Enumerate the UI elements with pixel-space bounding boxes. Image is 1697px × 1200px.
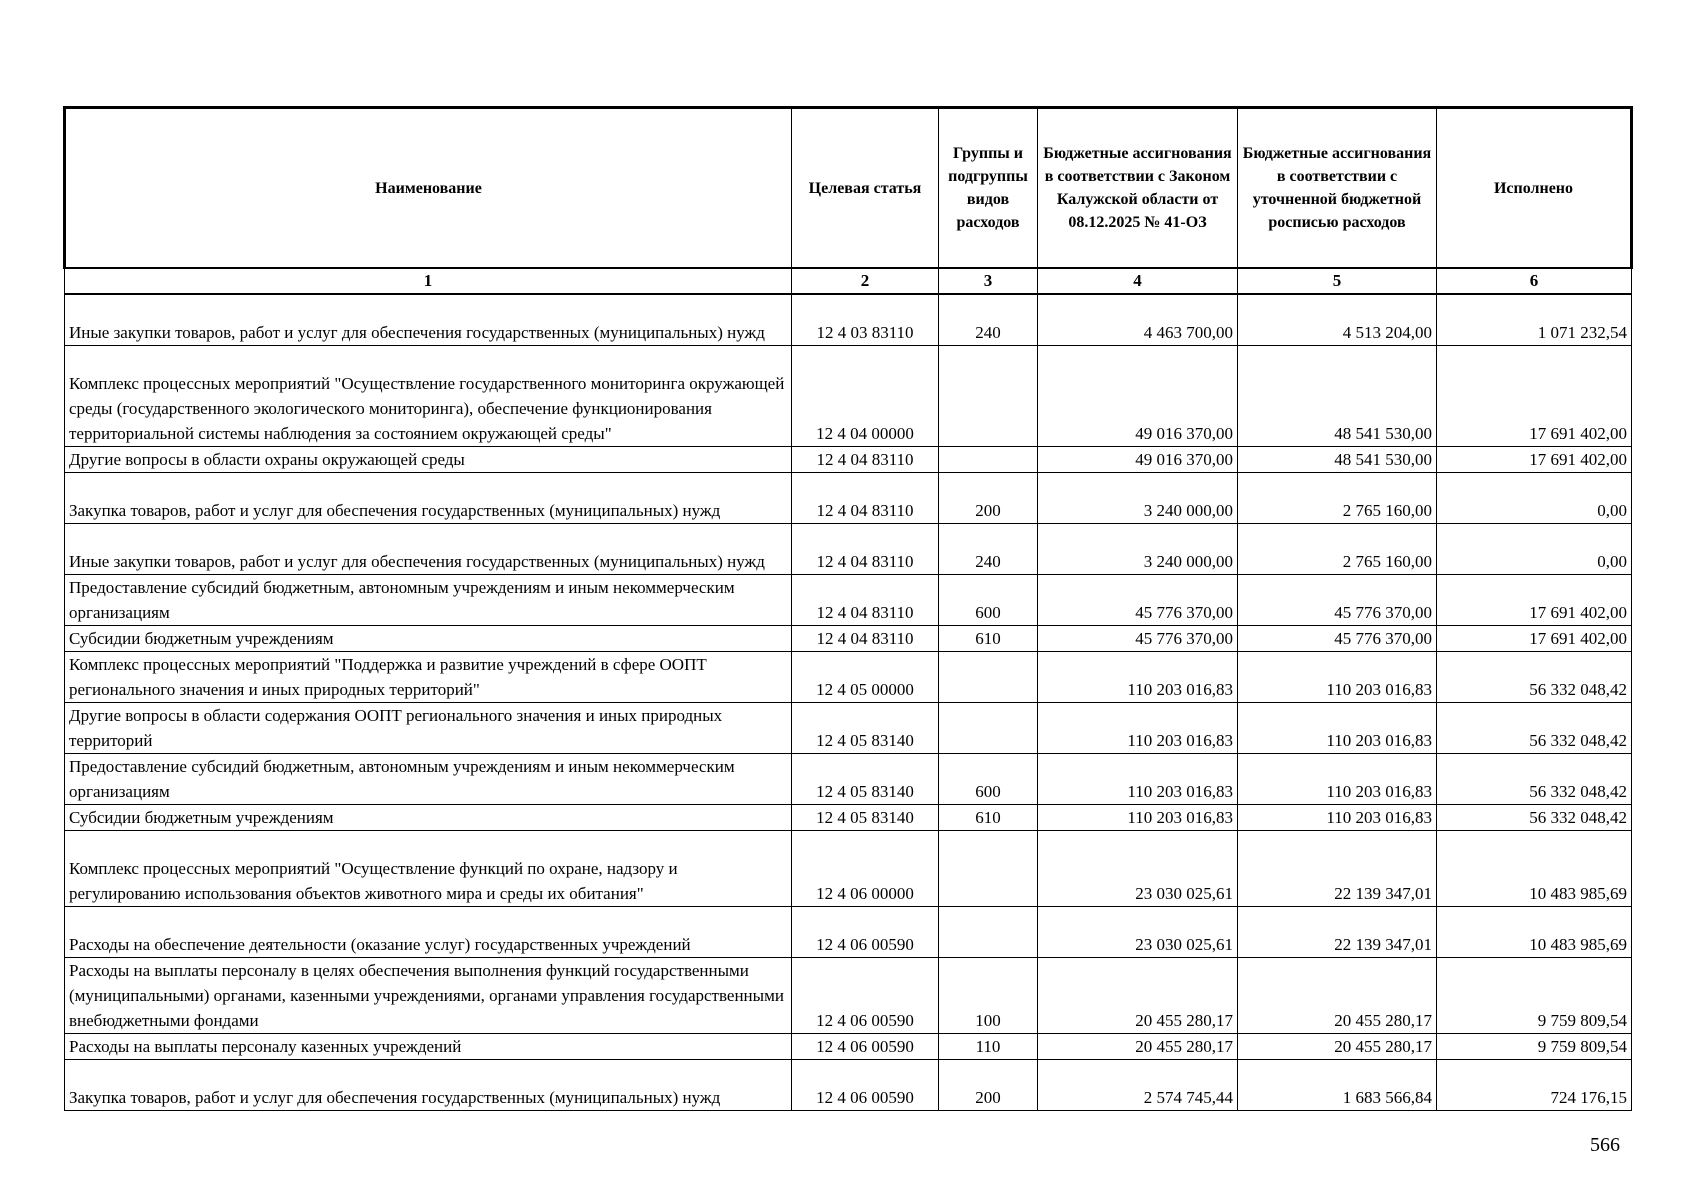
row-code: 12 4 06 00000 (792, 831, 939, 907)
row-name: Расходы на выплаты персоналу в целях обеспечения выполнения функций государственными (муниципальными) органами, казенными учреждениями, органами управления государственными внебюджетными фондами (65, 958, 792, 1034)
column-number: 1 (65, 268, 792, 294)
row-name: Комплекс процессных мероприятий "Поддержка и развитие учреждений в сфере ООПТ регионального значения и иных природных территорий" (65, 652, 792, 703)
row-code: 12 4 04 83110 (792, 447, 939, 473)
row-code: 12 4 04 00000 (792, 346, 939, 447)
table-row (65, 907, 1632, 958)
row-name: Другие вопросы в области охраны окружающей среды (65, 447, 792, 473)
row-plan-amount: 45 776 370,00 (1238, 626, 1437, 652)
row-plan-amount: 110 203 016,83 (1238, 754, 1437, 805)
row-plan-amount: 110 203 016,83 (1238, 805, 1437, 831)
row-law-amount: 20 455 280,17 (1038, 1034, 1238, 1060)
row-name: Комплекс процессных мероприятий "Осуществление функций по охране, надзору и регулированию использования объектов животного мира и среды их обитания" (65, 831, 792, 907)
header-expense-groups: Группы и подгруппы видов расходов (939, 108, 1038, 269)
row-executed-amount: 17 691 402,00 (1437, 447, 1632, 473)
row-code: 12 4 04 83110 (792, 524, 939, 575)
row-executed-amount: 0,00 (1437, 524, 1632, 575)
row-group: 600 (939, 754, 1038, 805)
row-group (939, 652, 1038, 703)
row-name: Иные закупки товаров, работ и услуг для обеспечения государственных (муниципальных) нужд (65, 294, 792, 346)
row-plan-amount: 48 541 530,00 (1238, 447, 1437, 473)
header-name: Наименование (65, 108, 792, 269)
row-plan-amount: 45 776 370,00 (1238, 575, 1437, 626)
row-executed-amount: 56 332 048,42 (1437, 703, 1632, 754)
header-executed: Исполнено (1437, 108, 1632, 269)
table-row (65, 831, 1632, 907)
table-row (65, 805, 1632, 831)
row-name: Субсидии бюджетным учреждениям (65, 626, 792, 652)
row-executed-amount: 56 332 048,42 (1437, 805, 1632, 831)
row-executed-amount: 9 759 809,54 (1437, 958, 1632, 1034)
row-name: Другие вопросы в области содержания ООПТ регионального значения и иных природных территорий (65, 703, 792, 754)
column-number: 5 (1238, 268, 1437, 294)
row-executed-amount: 17 691 402,00 (1437, 626, 1632, 652)
page-number: 566 (1590, 1134, 1620, 1156)
column-number-row (65, 268, 1632, 294)
row-executed-amount: 1 071 232,54 (1437, 294, 1632, 346)
row-group: 200 (939, 1060, 1038, 1111)
row-law-amount: 23 030 025,61 (1038, 907, 1238, 958)
table-row (65, 1060, 1632, 1111)
row-law-amount: 110 203 016,83 (1038, 754, 1238, 805)
row-executed-amount: 17 691 402,00 (1437, 346, 1632, 447)
row-law-amount: 4 463 700,00 (1038, 294, 1238, 346)
table-row (65, 575, 1632, 626)
row-name: Предоставление субсидий бюджетным, автономным учреждениям и иным некоммерческим организациям (65, 754, 792, 805)
row-plan-amount: 2 765 160,00 (1238, 524, 1437, 575)
row-group: 110 (939, 1034, 1038, 1060)
row-group (939, 703, 1038, 754)
row-plan-amount: 48 541 530,00 (1238, 346, 1437, 447)
table-row (65, 1034, 1632, 1060)
row-law-amount: 2 574 745,44 (1038, 1060, 1238, 1111)
table-row (65, 524, 1632, 575)
row-law-amount: 110 203 016,83 (1038, 652, 1238, 703)
header-target-article: Целевая статья (792, 108, 939, 269)
row-executed-amount: 724 176,15 (1437, 1060, 1632, 1111)
row-group: 200 (939, 473, 1038, 524)
row-law-amount: 23 030 025,61 (1038, 831, 1238, 907)
row-executed-amount: 56 332 048,42 (1437, 652, 1632, 703)
row-group: 100 (939, 958, 1038, 1034)
table-row (65, 294, 1632, 346)
header-row (65, 108, 1632, 269)
row-name: Расходы на выплаты персоналу казенных учреждений (65, 1034, 792, 1060)
row-plan-amount: 22 139 347,01 (1238, 907, 1437, 958)
row-name: Предоставление субсидий бюджетным, автономным учреждениям и иным некоммерческим организациям (65, 575, 792, 626)
row-code: 12 4 05 83140 (792, 805, 939, 831)
table-row (65, 652, 1632, 703)
row-law-amount: 45 776 370,00 (1038, 575, 1238, 626)
column-number: 2 (792, 268, 939, 294)
row-plan-amount: 20 455 280,17 (1238, 1034, 1437, 1060)
row-group (939, 447, 1038, 473)
row-group: 610 (939, 805, 1038, 831)
row-law-amount: 49 016 370,00 (1038, 346, 1238, 447)
row-group: 610 (939, 626, 1038, 652)
row-law-amount: 45 776 370,00 (1038, 626, 1238, 652)
row-law-amount: 3 240 000,00 (1038, 473, 1238, 524)
row-code: 12 4 05 83140 (792, 754, 939, 805)
row-group: 240 (939, 294, 1038, 346)
row-code: 12 4 05 83140 (792, 703, 939, 754)
header-law-allocations: Бюджетные ассигнования в соответствии с Законом Калужской области от 08.12.2025 № 41-ОЗ (1038, 108, 1238, 269)
column-number: 4 (1038, 268, 1238, 294)
table-row (65, 473, 1632, 524)
row-plan-amount: 110 203 016,83 (1238, 652, 1437, 703)
row-plan-amount: 22 139 347,01 (1238, 831, 1437, 907)
row-code: 12 4 04 83110 (792, 575, 939, 626)
header-updated-allocations: Бюджетные ассигнования в соответствии с уточненной бюджетной росписью расходов (1238, 108, 1437, 269)
row-code: 12 4 06 00590 (792, 1034, 939, 1060)
row-plan-amount: 20 455 280,17 (1238, 958, 1437, 1034)
row-plan-amount: 110 203 016,83 (1238, 703, 1437, 754)
row-name: Закупка товаров, работ и услуг для обеспечения государственных (муниципальных) нужд (65, 473, 792, 524)
row-plan-amount: 2 765 160,00 (1238, 473, 1437, 524)
row-name: Расходы на обеспечение деятельности (оказание услуг) государственных учреждений (65, 907, 792, 958)
table-row (65, 754, 1632, 805)
row-plan-amount: 1 683 566,84 (1238, 1060, 1437, 1111)
table-row (65, 447, 1632, 473)
row-code: 12 4 04 83110 (792, 473, 939, 524)
row-group: 600 (939, 575, 1038, 626)
column-number: 3 (939, 268, 1038, 294)
row-executed-amount: 17 691 402,00 (1437, 575, 1632, 626)
row-group: 240 (939, 524, 1038, 575)
row-plan-amount: 4 513 204,00 (1238, 294, 1437, 346)
row-code: 12 4 03 83110 (792, 294, 939, 346)
row-code: 12 4 05 00000 (792, 652, 939, 703)
row-name: Комплекс процессных мероприятий "Осуществление государственного мониторинга окружающей среды (государственного экологического мониторинга), обеспечение функционирования территориальной системы наблюдения за состоянием окружающей среды" (65, 346, 792, 447)
row-group (939, 831, 1038, 907)
row-law-amount: 3 240 000,00 (1038, 524, 1238, 575)
table-row (65, 626, 1632, 652)
row-name: Субсидии бюджетным учреждениям (65, 805, 792, 831)
row-code: 12 4 06 00590 (792, 907, 939, 958)
row-law-amount: 110 203 016,83 (1038, 805, 1238, 831)
row-name: Закупка товаров, работ и услуг для обеспечения государственных (муниципальных) нужд (65, 1060, 792, 1111)
row-law-amount: 110 203 016,83 (1038, 703, 1238, 754)
row-executed-amount: 10 483 985,69 (1437, 907, 1632, 958)
row-code: 12 4 06 00590 (792, 1060, 939, 1111)
row-executed-amount: 0,00 (1437, 473, 1632, 524)
row-group (939, 907, 1038, 958)
row-executed-amount: 10 483 985,69 (1437, 831, 1632, 907)
row-name: Иные закупки товаров, работ и услуг для обеспечения государственных (муниципальных) нужд (65, 524, 792, 575)
row-law-amount: 49 016 370,00 (1038, 447, 1238, 473)
row-executed-amount: 9 759 809,54 (1437, 1034, 1632, 1060)
row-executed-amount: 56 332 048,42 (1437, 754, 1632, 805)
table-row (65, 346, 1632, 447)
row-code: 12 4 04 83110 (792, 626, 939, 652)
row-code: 12 4 06 00590 (792, 958, 939, 1034)
row-group (939, 346, 1038, 447)
table-row (65, 958, 1632, 1034)
row-law-amount: 20 455 280,17 (1038, 958, 1238, 1034)
budget-table (63, 106, 1633, 1111)
table-row (65, 703, 1632, 754)
column-number: 6 (1437, 268, 1632, 294)
